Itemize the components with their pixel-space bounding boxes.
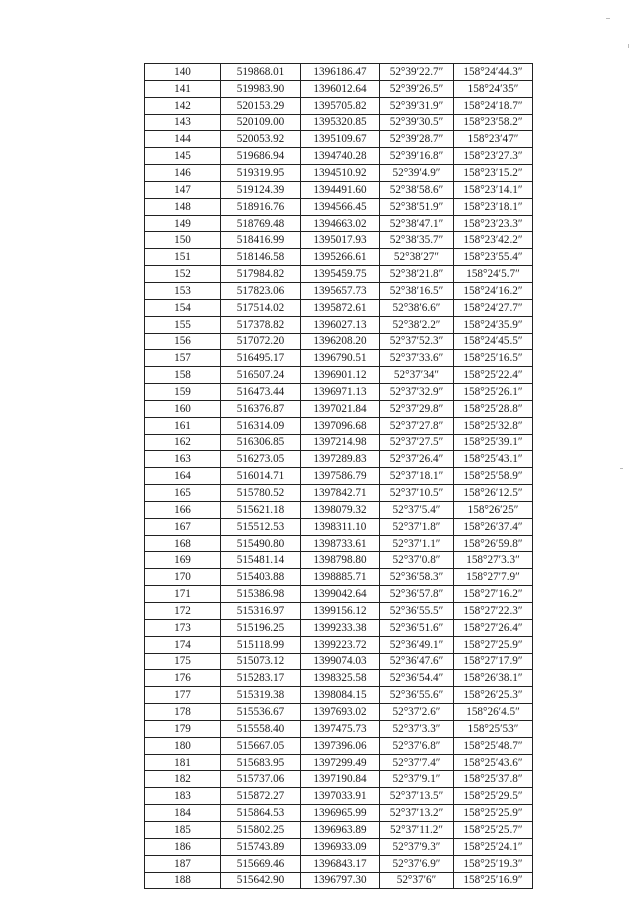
latitude-cell: 52°39′28.7″ [380, 131, 454, 148]
latitude-cell: 52°37′9.3″ [380, 838, 454, 855]
x-coordinate-cell: 515642.90 [221, 872, 301, 889]
point-number-cell: 148 [145, 198, 221, 215]
point-number-cell: 164 [145, 468, 221, 485]
y-coordinate-cell: 1396843.17 [301, 855, 380, 872]
x-coordinate-cell: 517823.06 [221, 282, 301, 299]
y-coordinate-cell: 1396933.09 [301, 838, 380, 855]
longitude-cell: 158°25′28.8″ [454, 400, 533, 417]
table-row [145, 64, 533, 81]
y-coordinate-cell: 1397190.84 [301, 771, 380, 788]
x-coordinate-cell: 516473.44 [221, 384, 301, 401]
x-coordinate-cell: 519319.95 [221, 165, 301, 182]
table-row [145, 855, 533, 872]
x-coordinate-cell: 516376.87 [221, 400, 301, 417]
table-row [145, 838, 533, 855]
table-row [145, 434, 533, 451]
longitude-cell: 158°24′35″ [454, 80, 533, 97]
y-coordinate-cell: 1394740.28 [301, 148, 380, 165]
latitude-cell: 52°36′54.4″ [380, 670, 454, 687]
y-coordinate-cell: 1399074.03 [301, 653, 380, 670]
longitude-cell: 158°27′16.2″ [454, 586, 533, 603]
y-coordinate-cell: 1398079.32 [301, 501, 380, 518]
point-number-cell: 185 [145, 821, 221, 838]
x-coordinate-cell: 515872.27 [221, 788, 301, 805]
longitude-cell: 158°26′25″ [454, 501, 533, 518]
x-coordinate-cell: 520109.00 [221, 114, 301, 131]
longitude-cell: 158°26′38.1″ [454, 670, 533, 687]
point-number-cell: 170 [145, 569, 221, 586]
latitude-cell: 52°38′6.6″ [380, 299, 454, 316]
y-coordinate-cell: 1396965.99 [301, 805, 380, 822]
x-coordinate-cell: 516306.85 [221, 434, 301, 451]
point-number-cell: 171 [145, 586, 221, 603]
x-coordinate-cell: 515283.17 [221, 670, 301, 687]
point-number-cell: 140 [145, 64, 221, 81]
point-number-cell: 183 [145, 788, 221, 805]
y-coordinate-cell: 1395266.61 [301, 249, 380, 266]
y-coordinate-cell: 1398733.61 [301, 535, 380, 552]
y-coordinate-cell: 1398885.71 [301, 569, 380, 586]
latitude-cell: 52°37′5.4″ [380, 501, 454, 518]
longitude-cell: 158°24′35.9″ [454, 316, 533, 333]
point-number-cell: 144 [145, 131, 221, 148]
x-coordinate-cell: 515743.89 [221, 838, 301, 855]
longitude-cell: 158°25′16.5″ [454, 350, 533, 367]
latitude-cell: 52°39′30.5″ [380, 114, 454, 131]
x-coordinate-cell: 518416.99 [221, 232, 301, 249]
x-coordinate-cell: 518769.48 [221, 215, 301, 232]
table-row [145, 586, 533, 603]
table-row [145, 299, 533, 316]
x-coordinate-cell: 520053.92 [221, 131, 301, 148]
longitude-cell: 158°25′48.7″ [454, 737, 533, 754]
latitude-cell: 52°37′27.8″ [380, 417, 454, 434]
longitude-cell: 158°27′25.9″ [454, 636, 533, 653]
point-number-cell: 155 [145, 316, 221, 333]
table-row [145, 518, 533, 535]
table-row [145, 771, 533, 788]
y-coordinate-cell: 1398325.58 [301, 670, 380, 687]
table-row [145, 687, 533, 704]
latitude-cell: 52°39′4.9″ [380, 165, 454, 182]
point-number-cell: 187 [145, 855, 221, 872]
longitude-cell: 158°25′32.8″ [454, 417, 533, 434]
table-row [145, 737, 533, 754]
table-row [145, 282, 533, 299]
y-coordinate-cell: 1399156.12 [301, 603, 380, 620]
y-coordinate-cell: 1396901.12 [301, 367, 380, 384]
table-row [145, 333, 533, 350]
table-row [145, 232, 533, 249]
table-row [145, 198, 533, 215]
latitude-cell: 52°37′0.8″ [380, 552, 454, 569]
coordinates-table-body [145, 64, 533, 889]
y-coordinate-cell: 1394663.02 [301, 215, 380, 232]
x-coordinate-cell: 517072.20 [221, 333, 301, 350]
point-number-cell: 152 [145, 266, 221, 283]
longitude-cell: 158°25′53″ [454, 720, 533, 737]
y-coordinate-cell: 1399233.38 [301, 619, 380, 636]
longitude-cell: 158°25′43.6″ [454, 754, 533, 771]
longitude-cell: 158°23′23.3″ [454, 215, 533, 232]
x-coordinate-cell: 516495.17 [221, 350, 301, 367]
latitude-cell: 52°37′6.9″ [380, 855, 454, 872]
table-row [145, 316, 533, 333]
longitude-cell: 158°25′24.1″ [454, 838, 533, 855]
point-number-cell: 145 [145, 148, 221, 165]
scan-mark [606, 18, 610, 19]
x-coordinate-cell: 519868.01 [221, 64, 301, 81]
longitude-cell: 158°25′58.9″ [454, 468, 533, 485]
x-coordinate-cell: 515490.80 [221, 535, 301, 552]
x-coordinate-cell: 517984.82 [221, 266, 301, 283]
longitude-cell: 158°23′15.2″ [454, 165, 533, 182]
latitude-cell: 52°36′55.5″ [380, 603, 454, 620]
point-number-cell: 165 [145, 485, 221, 502]
point-number-cell: 176 [145, 670, 221, 687]
x-coordinate-cell: 515536.67 [221, 704, 301, 721]
table-row [145, 417, 533, 434]
x-coordinate-cell: 515512.53 [221, 518, 301, 535]
point-number-cell: 142 [145, 97, 221, 114]
point-number-cell: 188 [145, 872, 221, 889]
latitude-cell: 52°36′49.1″ [380, 636, 454, 653]
longitude-cell: 158°25′25.9″ [454, 805, 533, 822]
point-number-cell: 168 [145, 535, 221, 552]
table-row [145, 720, 533, 737]
y-coordinate-cell: 1396790.51 [301, 350, 380, 367]
longitude-cell: 158°27′26.4″ [454, 619, 533, 636]
point-number-cell: 167 [145, 518, 221, 535]
x-coordinate-cell: 518916.76 [221, 198, 301, 215]
point-number-cell: 181 [145, 754, 221, 771]
x-coordinate-cell: 516507.24 [221, 367, 301, 384]
table-row [145, 805, 533, 822]
point-number-cell: 182 [145, 771, 221, 788]
latitude-cell: 52°36′47.6″ [380, 653, 454, 670]
point-number-cell: 158 [145, 367, 221, 384]
point-number-cell: 178 [145, 704, 221, 721]
y-coordinate-cell: 1395320.85 [301, 114, 380, 131]
latitude-cell: 52°37′3.3″ [380, 720, 454, 737]
table-row [145, 451, 533, 468]
y-coordinate-cell: 1396027.13 [301, 316, 380, 333]
y-coordinate-cell: 1394491.60 [301, 181, 380, 198]
longitude-cell: 158°24′18.7″ [454, 97, 533, 114]
table-row [145, 80, 533, 97]
y-coordinate-cell: 1395872.61 [301, 299, 380, 316]
table-row [145, 552, 533, 569]
table-row [145, 384, 533, 401]
table-row [145, 215, 533, 232]
table-row [145, 603, 533, 620]
x-coordinate-cell: 515737.06 [221, 771, 301, 788]
y-coordinate-cell: 1396012.64 [301, 80, 380, 97]
latitude-cell: 52°38′58.6″ [380, 181, 454, 198]
x-coordinate-cell: 515667.05 [221, 737, 301, 754]
y-coordinate-cell: 1397396.06 [301, 737, 380, 754]
longitude-cell: 158°24′44.3″ [454, 64, 533, 81]
y-coordinate-cell: 1395109.67 [301, 131, 380, 148]
y-coordinate-cell: 1396186.47 [301, 64, 380, 81]
table-row [145, 704, 533, 721]
latitude-cell: 52°38′27″ [380, 249, 454, 266]
table-row [145, 619, 533, 636]
point-number-cell: 184 [145, 805, 221, 822]
longitude-cell: 158°24′5.7″ [454, 266, 533, 283]
y-coordinate-cell: 1397299.49 [301, 754, 380, 771]
y-coordinate-cell: 1396963.89 [301, 821, 380, 838]
latitude-cell: 52°37′7.4″ [380, 754, 454, 771]
x-coordinate-cell: 515669.46 [221, 855, 301, 872]
table-row [145, 148, 533, 165]
latitude-cell: 52°38′2.2″ [380, 316, 454, 333]
x-coordinate-cell: 515621.18 [221, 501, 301, 518]
latitude-cell: 52°37′13.5″ [380, 788, 454, 805]
y-coordinate-cell: 1398084.15 [301, 687, 380, 704]
table-row [145, 97, 533, 114]
point-number-cell: 154 [145, 299, 221, 316]
longitude-cell: 158°27′17.9″ [454, 653, 533, 670]
y-coordinate-cell: 1397693.02 [301, 704, 380, 721]
latitude-cell: 52°37′6.8″ [380, 737, 454, 754]
x-coordinate-cell: 515403.88 [221, 569, 301, 586]
longitude-cell: 158°23′27.3″ [454, 148, 533, 165]
table-row [145, 114, 533, 131]
longitude-cell: 158°25′19.3″ [454, 855, 533, 872]
y-coordinate-cell: 1395459.75 [301, 266, 380, 283]
y-coordinate-cell: 1395657.73 [301, 282, 380, 299]
y-coordinate-cell: 1397475.73 [301, 720, 380, 737]
table-row [145, 821, 533, 838]
y-coordinate-cell: 1397096.68 [301, 417, 380, 434]
latitude-cell: 52°38′16.5″ [380, 282, 454, 299]
longitude-cell: 158°25′39.1″ [454, 434, 533, 451]
point-number-cell: 163 [145, 451, 221, 468]
table-row [145, 754, 533, 771]
x-coordinate-cell: 517514.02 [221, 299, 301, 316]
latitude-cell: 52°37′26.4″ [380, 451, 454, 468]
latitude-cell: 52°37′29.8″ [380, 400, 454, 417]
latitude-cell: 52°37′1.1″ [380, 535, 454, 552]
latitude-cell: 52°37′18.1″ [380, 468, 454, 485]
table-row [145, 535, 533, 552]
longitude-cell: 158°23′55.4″ [454, 249, 533, 266]
latitude-cell: 52°37′13.2″ [380, 805, 454, 822]
longitude-cell: 158°25′16.9″ [454, 872, 533, 889]
point-number-cell: 177 [145, 687, 221, 704]
table-row [145, 636, 533, 653]
latitude-cell: 52°37′11.2″ [380, 821, 454, 838]
x-coordinate-cell: 516314.09 [221, 417, 301, 434]
y-coordinate-cell: 1396797.30 [301, 872, 380, 889]
latitude-cell: 52°38′21.8″ [380, 266, 454, 283]
scan-mark [620, 468, 623, 469]
latitude-cell: 52°37′10.5″ [380, 485, 454, 502]
point-number-cell: 146 [145, 165, 221, 182]
y-coordinate-cell: 1397021.84 [301, 400, 380, 417]
y-coordinate-cell: 1396971.13 [301, 384, 380, 401]
table-row [145, 501, 533, 518]
point-number-cell: 174 [145, 636, 221, 653]
table-row [145, 653, 533, 670]
point-number-cell: 172 [145, 603, 221, 620]
longitude-cell: 158°26′25.3″ [454, 687, 533, 704]
latitude-cell: 52°37′27.5″ [380, 434, 454, 451]
latitude-cell: 52°37′2.6″ [380, 704, 454, 721]
longitude-cell: 158°25′43.1″ [454, 451, 533, 468]
coordinates-table [144, 63, 533, 889]
x-coordinate-cell: 520153.29 [221, 97, 301, 114]
table-row [145, 788, 533, 805]
x-coordinate-cell: 515319.38 [221, 687, 301, 704]
y-coordinate-cell: 1396208.20 [301, 333, 380, 350]
point-number-cell: 169 [145, 552, 221, 569]
x-coordinate-cell: 518146.58 [221, 249, 301, 266]
x-coordinate-cell: 515780.52 [221, 485, 301, 502]
longitude-cell: 158°25′29.5″ [454, 788, 533, 805]
longitude-cell: 158°23′14.1″ [454, 181, 533, 198]
table-row [145, 249, 533, 266]
longitude-cell: 158°26′4.5″ [454, 704, 533, 721]
point-number-cell: 156 [145, 333, 221, 350]
x-coordinate-cell: 515683.95 [221, 754, 301, 771]
point-number-cell: 143 [145, 114, 221, 131]
x-coordinate-cell: 515558.40 [221, 720, 301, 737]
y-coordinate-cell: 1398311.10 [301, 518, 380, 535]
y-coordinate-cell: 1397214.98 [301, 434, 380, 451]
latitude-cell: 52°37′34″ [380, 367, 454, 384]
point-number-cell: 141 [145, 80, 221, 97]
latitude-cell: 52°38′35.7″ [380, 232, 454, 249]
x-coordinate-cell: 515864.53 [221, 805, 301, 822]
point-number-cell: 160 [145, 400, 221, 417]
table-row [145, 367, 533, 384]
table-row [145, 872, 533, 889]
y-coordinate-cell: 1397586.79 [301, 468, 380, 485]
scan-mark [628, 44, 629, 48]
longitude-cell: 158°26′37.4″ [454, 518, 533, 535]
point-number-cell: 161 [145, 417, 221, 434]
point-number-cell: 186 [145, 838, 221, 855]
point-number-cell: 173 [145, 619, 221, 636]
y-coordinate-cell: 1394510.92 [301, 165, 380, 182]
latitude-cell: 52°37′6″ [380, 872, 454, 889]
latitude-cell: 52°36′57.8″ [380, 586, 454, 603]
longitude-cell: 158°27′3.3″ [454, 552, 533, 569]
table-row [145, 468, 533, 485]
table-row [145, 485, 533, 502]
y-coordinate-cell: 1399042.64 [301, 586, 380, 603]
latitude-cell: 52°36′55.6″ [380, 687, 454, 704]
y-coordinate-cell: 1399223.72 [301, 636, 380, 653]
table-row [145, 131, 533, 148]
point-number-cell: 166 [145, 501, 221, 518]
longitude-cell: 158°25′26.1″ [454, 384, 533, 401]
point-number-cell: 180 [145, 737, 221, 754]
latitude-cell: 52°39′16.8″ [380, 148, 454, 165]
table-row [145, 400, 533, 417]
x-coordinate-cell: 519124.39 [221, 181, 301, 198]
y-coordinate-cell: 1394566.45 [301, 198, 380, 215]
x-coordinate-cell: 515386.98 [221, 586, 301, 603]
longitude-cell: 158°23′18.1″ [454, 198, 533, 215]
longitude-cell: 158°25′37.8″ [454, 771, 533, 788]
table-row [145, 670, 533, 687]
longitude-cell: 158°23′47″ [454, 131, 533, 148]
longitude-cell: 158°23′42.2″ [454, 232, 533, 249]
x-coordinate-cell: 515196.25 [221, 619, 301, 636]
point-number-cell: 147 [145, 181, 221, 198]
latitude-cell: 52°38′47.1″ [380, 215, 454, 232]
latitude-cell: 52°37′1.8″ [380, 518, 454, 535]
x-coordinate-cell: 515316.97 [221, 603, 301, 620]
longitude-cell: 158°27′22.3″ [454, 603, 533, 620]
latitude-cell: 52°39′26.5″ [380, 80, 454, 97]
longitude-cell: 158°24′45.5″ [454, 333, 533, 350]
table-row [145, 569, 533, 586]
point-number-cell: 159 [145, 384, 221, 401]
latitude-cell: 52°39′31.9″ [380, 97, 454, 114]
x-coordinate-cell: 515118.99 [221, 636, 301, 653]
latitude-cell: 52°38′51.9″ [380, 198, 454, 215]
y-coordinate-cell: 1397033.91 [301, 788, 380, 805]
point-number-cell: 151 [145, 249, 221, 266]
point-number-cell: 157 [145, 350, 221, 367]
longitude-cell: 158°24′27.7″ [454, 299, 533, 316]
x-coordinate-cell: 515481.14 [221, 552, 301, 569]
point-number-cell: 153 [145, 282, 221, 299]
table-row [145, 350, 533, 367]
point-number-cell: 149 [145, 215, 221, 232]
x-coordinate-cell: 519983.90 [221, 80, 301, 97]
table-row [145, 266, 533, 283]
longitude-cell: 158°26′59.8″ [454, 535, 533, 552]
latitude-cell: 52°37′9.1″ [380, 771, 454, 788]
longitude-cell: 158°25′25.7″ [454, 821, 533, 838]
point-number-cell: 162 [145, 434, 221, 451]
latitude-cell: 52°37′33.6″ [380, 350, 454, 367]
x-coordinate-cell: 515802.25 [221, 821, 301, 838]
x-coordinate-cell: 515073.12 [221, 653, 301, 670]
point-number-cell: 175 [145, 653, 221, 670]
longitude-cell: 158°24′16.2″ [454, 282, 533, 299]
x-coordinate-cell: 516273.05 [221, 451, 301, 468]
y-coordinate-cell: 1398798.80 [301, 552, 380, 569]
longitude-cell: 158°25′22.4″ [454, 367, 533, 384]
longitude-cell: 158°26′12.5″ [454, 485, 533, 502]
latitude-cell: 52°37′52.3″ [380, 333, 454, 350]
longitude-cell: 158°27′7.9″ [454, 569, 533, 586]
table-row [145, 165, 533, 182]
latitude-cell: 52°36′58.3″ [380, 569, 454, 586]
y-coordinate-cell: 1397289.83 [301, 451, 380, 468]
y-coordinate-cell: 1397842.71 [301, 485, 380, 502]
point-number-cell: 150 [145, 232, 221, 249]
x-coordinate-cell: 519686.94 [221, 148, 301, 165]
y-coordinate-cell: 1395705.82 [301, 97, 380, 114]
point-number-cell: 179 [145, 720, 221, 737]
latitude-cell: 52°39′22.7″ [380, 64, 454, 81]
table-row [145, 181, 533, 198]
x-coordinate-cell: 516014.71 [221, 468, 301, 485]
x-coordinate-cell: 517378.82 [221, 316, 301, 333]
latitude-cell: 52°36′51.6″ [380, 619, 454, 636]
longitude-cell: 158°23′58.2″ [454, 114, 533, 131]
latitude-cell: 52°37′32.9″ [380, 384, 454, 401]
y-coordinate-cell: 1395017.93 [301, 232, 380, 249]
